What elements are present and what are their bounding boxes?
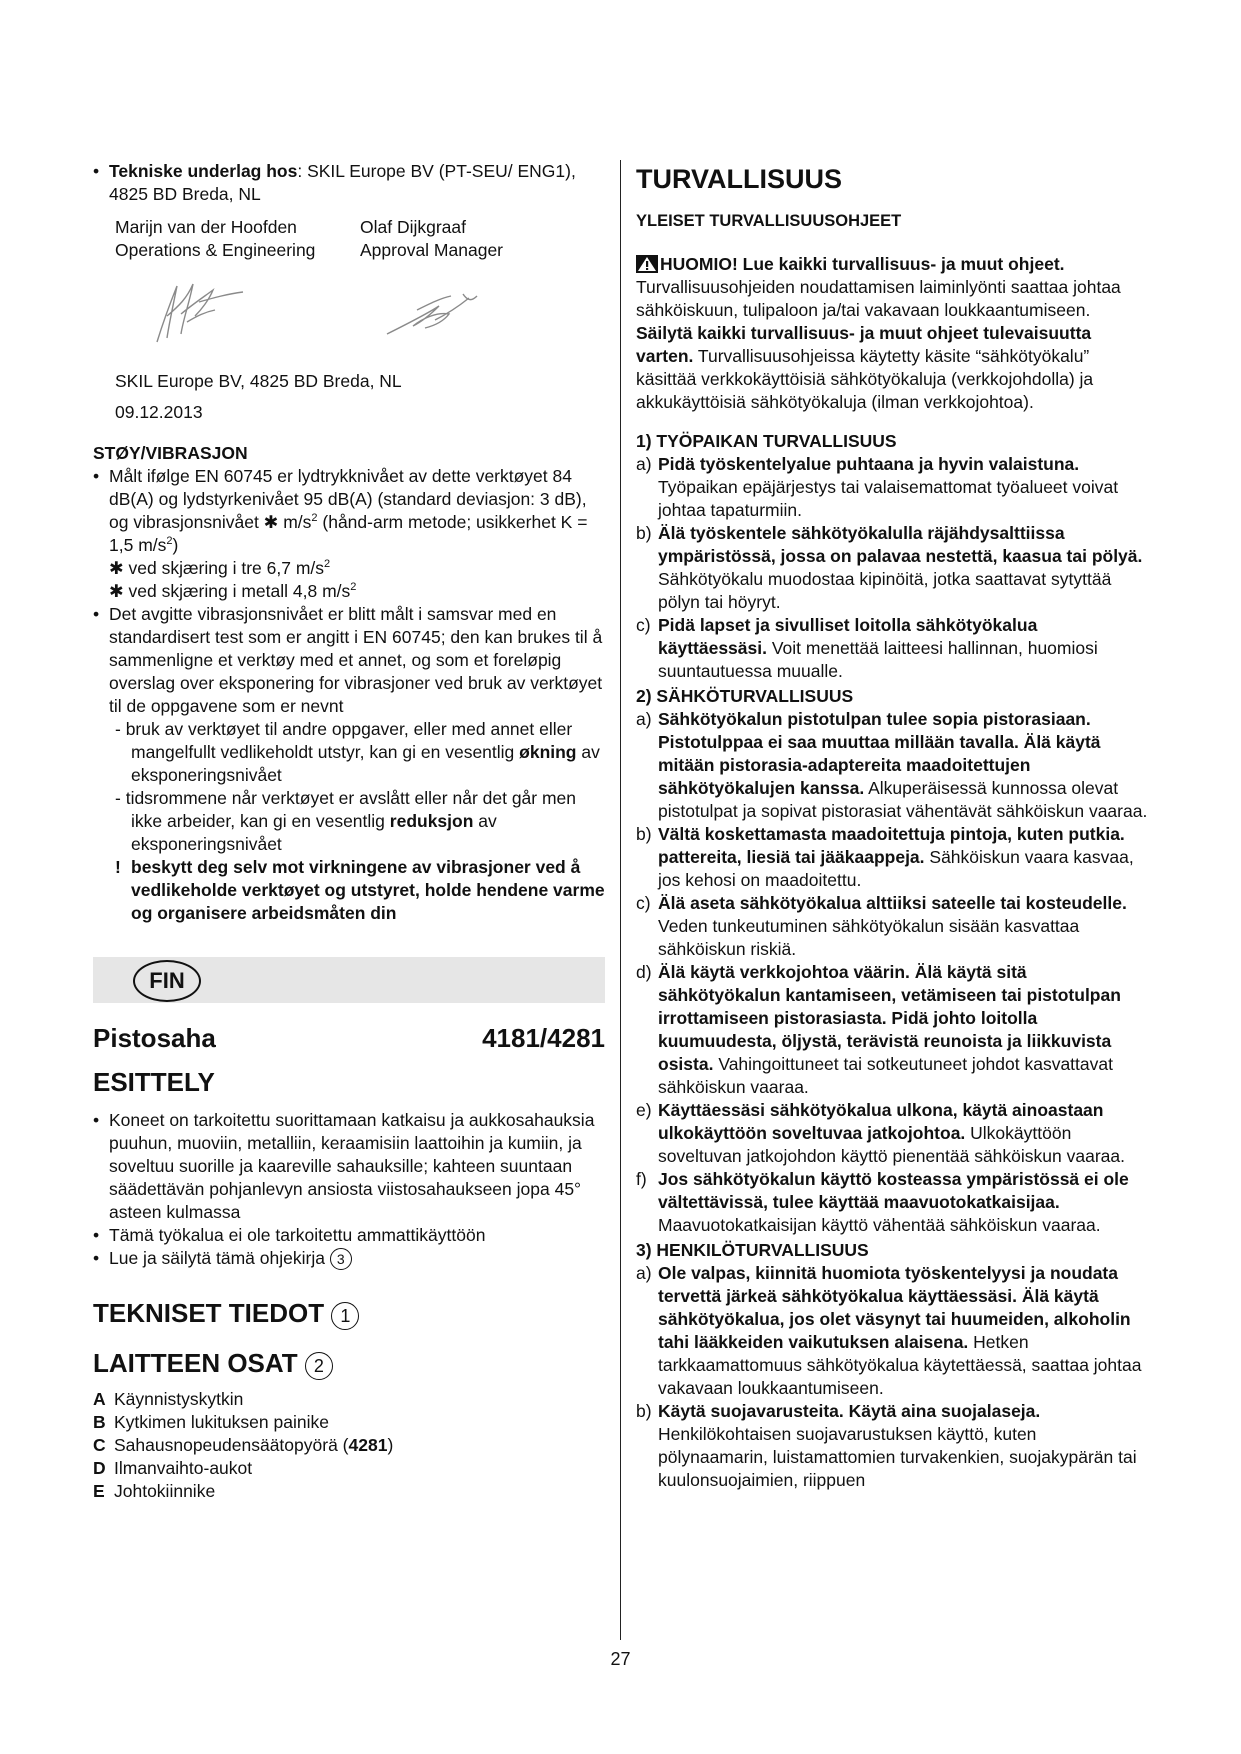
intro-bullet-1: • Koneet on tarkoitettu suorittamaan katkaisu ja aukkosahauksia puuhun, muoviin, metalliin, keraamisiin laattoihin ja kumiin, ja soveltuu suorille ja kaareville sahauksille; kahteen suuntaan säädettävän pohjanlevyn ansiosta viistosahaukseen jopa 45° asteen kulmassa <box>93 1109 605 1224</box>
product-name: Pistosaha <box>93 1023 216 1053</box>
intro-bullet-2: • Tämä työkalua ei ole tarkoitettu ammattikäyttöön <box>93 1224 605 1247</box>
intro-heading: ESITTELY <box>93 1067 215 1097</box>
section-1-item-a: a) Pidä työskentelyalue puhtaana ja hyvin valaistuna. Työpaikan epäjärjestys tai valaisemattomat työalueet voivat johtaa tapaturmiin. <box>636 454 1119 520</box>
product-header <box>93 1021 605 1055</box>
column-divider <box>620 160 621 1640</box>
warning-triangle-icon <box>636 255 658 273</box>
tech-doc-line: • Tekniske underlag hos: SKIL Europe BV (PT-SEU/ ENG1), 4825 BD Breda, NL <box>93 160 605 206</box>
tech-heading: TEKNISET TIEDOT 1 <box>93 1296 605 1330</box>
parts-list <box>93 1388 605 1503</box>
section-2-item-e: e) Käyttäessäsi sähkötyökalua ulkona, käytä ainoastaan ulkokäyttöön soveltuvaa jatkojohtoa. Ulkokäyttöön soveltuvan jatkojohdon käyttö pienentää sähköiskun vaaraa. <box>636 1100 1125 1166</box>
noise-metal: ✱ ved skjæring i metall 4,8 $m/s^2$ <box>109 581 357 601</box>
section-2-item-d: d) Älä käytä verkkojohtoa väärin. Älä käytä sitä sähkötyökalun kantamiseen, vetämiseen tai pistotulpan irrottamiseen pistorasiasta. Pidä johto loitolla kuumuudesta, öljystä, terävistä reunoista ja liikkuvista osista. Vahingoittuneet tai sotkeutuneet johdot kasvattavat sähköiskun vaaraa. <box>636 962 1121 1097</box>
part-item: E Johtokiinnike <box>93 1481 216 1502</box>
language-badge: FIN <box>133 960 201 1002</box>
section-2-item-b: b) Vältä koskettamasta maadoitettuja pintoja, kuten putkia. pattereita, liesiä tai jääkaappeja. Sähköiskun vaara kasvaa, jos kehosi on maadoitettu. <box>636 824 1134 890</box>
product-model: 4181/4281 <box>482 1023 605 1053</box>
section-2-heading: 2) SÄHKÖTURVALLISUUS <box>636 686 854 706</box>
signature-1-image <box>143 276 253 348</box>
page-number: 27 <box>610 1649 631 1669</box>
noise-dash-2: - tidsrommene når verktøyet er avslått eller når det går men ikke arbeider, kan gi en vesentlig reduksjon av eksponeringsnivået <box>93 787 605 856</box>
part-item: A Käynnistyskytkin <box>93 1389 244 1410</box>
part-item: D Ilmanvaihto-aukot <box>93 1458 253 1479</box>
signatories <box>115 216 605 262</box>
noise-wood: ✱ ved skjæring i tre 6,7 $m/s^2$ <box>109 558 331 578</box>
section-3-heading: 3) HENKILÖTURVALLISUUS <box>636 1240 869 1260</box>
noise-dash-1: - bruk av verktøyet til andre oppgaver, eller med annet eller mangelfullt vedlikeholdt utstyr, kan gi en vesentlig økning av eksponeringsnivået <box>93 718 605 787</box>
language-band <box>93 957 605 1003</box>
parts-heading: LAITTEEN OSAT 2 <box>93 1346 605 1380</box>
signatory-1: Marijn van der Hoofden Operations & Engineering <box>115 217 316 260</box>
noise-bullet-1: • Målt ifølge EN 60745 er lydtrykknivået av dette verktøyet 84 dB(A) og lydstyrkenivået 95 dB(A) (standard deviasjon: 3 dB), og vibrasjonsnivået ✱ $m/s^2$ (hånd-arm metode; usikkerhet K = 1,5 $m/s^2$) <box>93 465 605 557</box>
section-3-item-a: a) Ole valpas, kiinnitä huomiota työskentelyysi ja noudata tervettä järkeä sähkötyökalua käyttäessäsi. Älä käytä sähkötyökalua, jos olet väsynyt tai huumeiden, alkoholin tahi lääkkeiden vaikutuksen alaisena. Hetken tarkkaamattomuus sähkötyökalua käytettäessä, saattaa johtaa vakavaan loukkaantumiseen. <box>636 1263 1142 1398</box>
signature-2-image <box>377 284 487 344</box>
company-address: SKIL Europe BV, 4825 BD Breda, NL <box>115 371 402 391</box>
safety-alert: HUOMIO! Lue kaikki turvallisuus- ja muut ohjeet. Turvallisuusohjeiden noudattamisen laiminlyönti saattaa johtaa sähköiskuun, tulipaloon ja/tai vakavaan loukkaantumiseen. Säilytä kaikki turvallisuus- ja muut ohjeet tulevaisuutta varten. Turvallisuusohjeissa käytetty käsite “sähkötyökalu” käsittää verkkokäyttöisiä sähkötyökaluja (verkkojohdolla) ja akkukäyttöisiä sähkötyökaluja (ilman verkkojohtoa). <box>636 254 1121 412</box>
ref-number: 1 <box>331 1302 359 1330</box>
section-3-item-b: b) Käytä suojavarusteita. Käytä aina suojalaseja. Henkilökohtaisen suojavarustuksen käyttö, kuten pölynaamarin, luistamattomien turvakenkien, suojakypärän tai kuulonsuojaimien, riippuen <box>636 1401 1137 1490</box>
safety-title: TURVALLISUUS <box>636 164 843 194</box>
right-column <box>636 162 1151 1492</box>
part-item: B Kytkimen lukituksen painike <box>93 1412 329 1433</box>
left-column <box>93 160 605 1503</box>
safety-subtitle: YLEISET TURVALLISUUSOHJEET <box>636 212 902 230</box>
section-2-item-c: c) Älä aseta sähkötyökalua alttiiksi sateelle tai kosteudelle. Veden tunkeutuminen sähkötyökalun sisään kasvattaa sähköiskun riskiä. <box>636 893 1127 959</box>
noise-heading: STØY/VIBRASJON <box>93 443 248 463</box>
section-1-item-b: b) Älä työskentele sähkötyökalulla räjähdysalttiissa ympäristössä, jossa on palavaa nestettä, kaasua tai pölyä. Sähkötyökalu muodostaa kipinöitä, jotka saattavat sytyttää pölyn tai höyryt. <box>636 523 1143 612</box>
noise-warning: ! beskytt deg selv mot virkningene av vibrasjoner ved å vedlikeholde verktøyet og utstyret, holde hendene varme og organisere arbeidsmåten din <box>115 857 605 923</box>
ref-number: 3 <box>330 1248 352 1270</box>
signatures <box>115 262 605 366</box>
section-2-item-a: a) Sähkötyökalun pistotulpan tulee sopia pistorasiaan. Pistotulppaa ei saa muuttaa millään tavalla. Älä käytä mitään pistorasia-adaptereita maadoitettujen sähkötyökalujen kanssa. Alkuperäisessä kunnossa olevat pistotulpat ja sopivat pistorasiat vähentävät sähköiskun vaaraa. <box>636 709 1148 821</box>
section-1-heading: 1) TYÖPAIKAN TURVALLISUUS <box>636 431 897 451</box>
section-2-item-f: f) Jos sähkötyökalun käyttö kosteassa ympäristössä ei ole vältettävissä, tulee käyttää maavuotokatkaisijaa. Maavuotokatkaisijan käyttö vähentää sähköiskun vaaraa. <box>636 1169 1129 1235</box>
part-item: C Sahausnopeudensäätopyörä (4281) <box>93 1435 394 1456</box>
intro-bullet-3: • Lue ja säilytä tämä ohjekirja 3 <box>93 1247 605 1270</box>
date: 09.12.2013 <box>115 402 203 422</box>
noise-bullet-2: • Det avgitte vibrasjonsnivået er blitt målt i samsvar med en standardisert test som er angitt i EN 60745; den kan brukes til å sammenligne et verktøy med et annet, og som et foreløpig overslag over eksponering for vibrasjoner ved bruk av verktøyet til de oppgavene som er nevnt <box>93 603 605 718</box>
ref-number: 2 <box>305 1352 333 1380</box>
signatory-2: Olaf Dijkgraaf Approval Manager <box>360 217 503 260</box>
section-1-item-c: c) Pidä lapset ja sivulliset loitolla sähkötyökalua käyttäessäsi. Voit menettää laitteesi hallinnan, huomiosi suuntautuessa muualle. <box>636 615 1098 681</box>
